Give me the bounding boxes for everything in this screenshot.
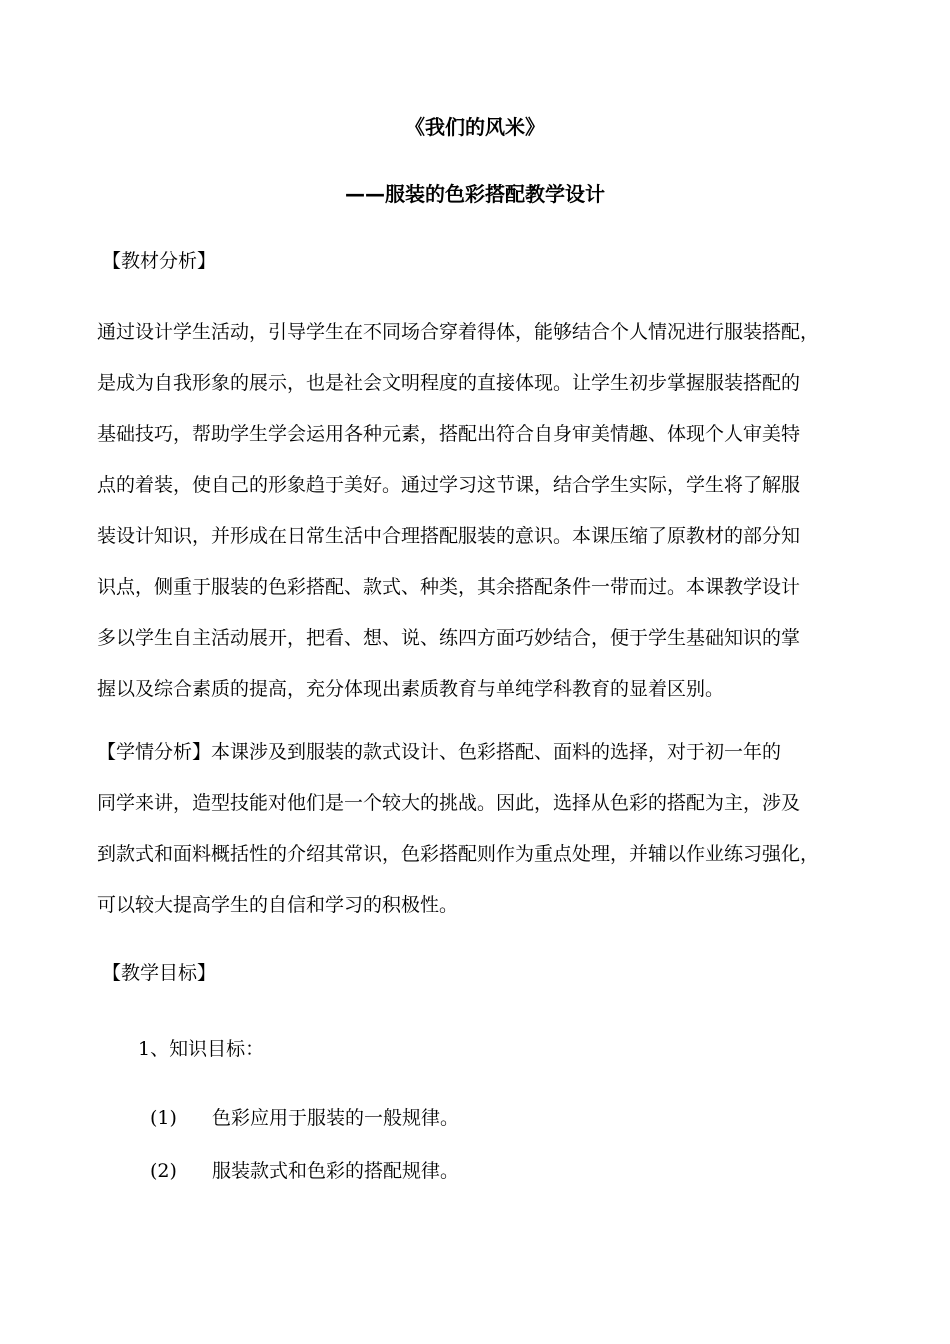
goal-item-number: (2) bbox=[150, 1160, 177, 1182]
section-heading-goals: 【教学目标】 bbox=[102, 962, 217, 984]
paragraph-line: 同学来讲，造型技能对他们是一个较大的挑战。因此，选择从色彩的搭配为主，涉及 bbox=[97, 792, 801, 814]
paragraph-line: 点的着装，使自己的形象趋于美好。通过学习这节课，结合学生实际，学生将了解服 bbox=[97, 474, 801, 496]
goal-item-text: 服装款式和色彩的搭配规律。 bbox=[212, 1160, 460, 1182]
paragraph-line: 通过设计学生活动，引导学生在不同场合穿着得体，能够结合个人情况进行服装搭配， bbox=[97, 321, 820, 343]
knowledge-goals-heading: 1、知识目标： bbox=[138, 1038, 265, 1060]
goal-list-item bbox=[150, 1105, 459, 1131]
section-heading-material: 【教材分析】 bbox=[102, 250, 217, 272]
paragraph-line: 握以及综合素质的提高，充分体现出素质教育与单纯学科教育的显着区别。 bbox=[97, 678, 725, 700]
document-title: 《我们的风米》 bbox=[405, 115, 545, 139]
paragraph-line: 基础技巧，帮助学生学会运用各种元素，搭配出符合自身审美情趣、体现个人审美特 bbox=[97, 423, 801, 445]
document-subtitle: ——服装的色彩搭配教学设计 bbox=[345, 182, 605, 206]
paragraph-material bbox=[97, 307, 862, 715]
paragraph-line: 识点，侧重于服装的色彩搭配、款式、种类，其余搭配条件一带而过。本课教学设计 bbox=[97, 576, 801, 598]
paragraph-line: 【学情分析】本课涉及到服装的款式设计、色彩搭配、面料的选择，对于初一年的 bbox=[97, 741, 782, 763]
paragraph-students bbox=[97, 727, 862, 931]
goal-list-item bbox=[150, 1158, 459, 1184]
paragraph-line: 到款式和面料概括性的介绍其常识，色彩搭配则作为重点处理，并辅以作业练习强化， bbox=[97, 843, 820, 865]
goal-item-text: 色彩应用于服装的一般规律。 bbox=[212, 1107, 460, 1129]
paragraph-line: 可以较大提高学生的自信和学习的积极性。 bbox=[97, 894, 459, 916]
paragraph-line: 装设计知识，并形成在日常生活中合理搭配服装的意识。本课压缩了原教材的部分知 bbox=[97, 525, 801, 547]
paragraph-line: 多以学生自主活动展开，把看、想、说、练四方面巧妙结合，便于学生基础知识的掌 bbox=[97, 627, 801, 649]
goal-item-number: (1) bbox=[150, 1107, 177, 1129]
paragraph-line: 是成为自我形象的展示，也是社会文明程度的直接体现。让学生初步掌握服装搭配的 bbox=[97, 372, 801, 394]
